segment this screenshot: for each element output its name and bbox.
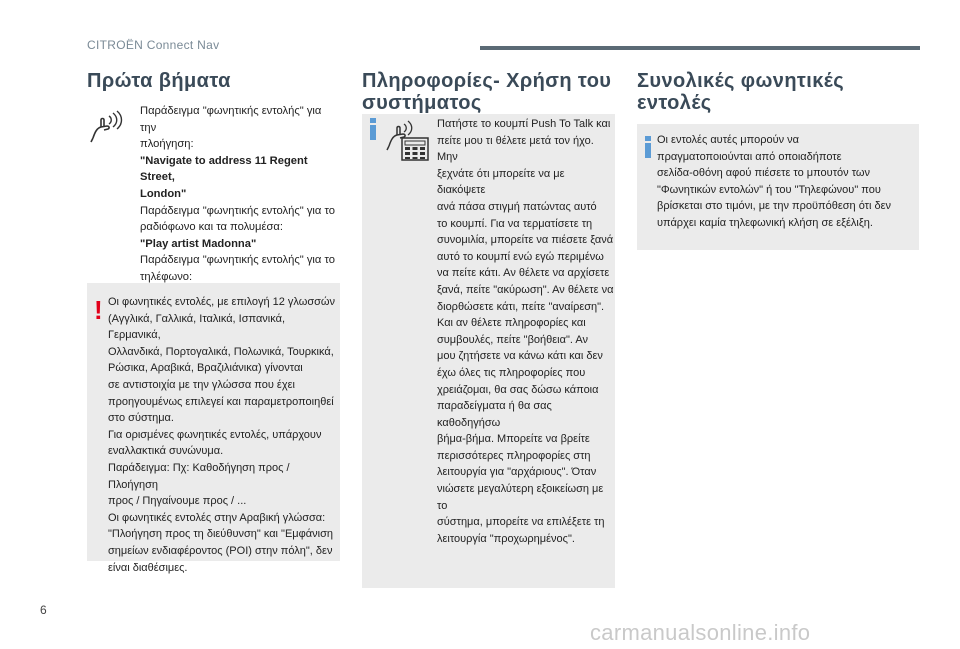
info-line: Και αν θέλετε πληροφορίες και	[437, 317, 586, 330]
info-line: μου ζητήσετε να κάνω κάτι και δεν	[437, 350, 603, 363]
example-line: ραδιόφωνο και τα πολυμέσα:	[140, 221, 283, 234]
info-line: ξανά, πείτε "ακύρωση". Αν θέλετε να	[437, 283, 614, 296]
alert-line: σημείων ενδιαφέροντος (POI) στην πόλη", δεν	[108, 544, 333, 557]
alert-line: είναι διαθέσιμες.	[108, 561, 188, 574]
global-line: υπάρχει καμία τηλεφωνική κλήση σε εξέλιξη.	[657, 216, 873, 229]
header-rule	[480, 46, 920, 50]
example-line: Παράδειγμα "φωνητικής εντολής" για την	[140, 105, 322, 134]
alert-line: Παράδειγμα: Πχ: Καθοδήγηση προς / Πλοήγηση	[108, 461, 290, 491]
info-icon	[645, 136, 651, 158]
global-line: σελίδα-οθόνη αφού πιέσετε το μπουτόν των	[657, 167, 870, 180]
info-line: συνομιλία, μπορείτε να πιέσετε ξανά	[437, 234, 614, 247]
title-line: Πληροφορίες- Χρήση του	[362, 70, 612, 92]
alert-line: προηγουμένως επιλεγεί και παραμετροποιηθεί	[108, 395, 334, 408]
phone-keypad-hand-icon	[386, 116, 432, 162]
alert-line: στο σύστημα.	[108, 412, 174, 425]
alert-line: προς / Πηγαίνουμε προς / ...	[108, 495, 247, 508]
example-command: "Play artist Madonna"	[140, 237, 257, 250]
info-line: συμβουλές, πείτε "βοήθεια". Αν	[437, 333, 589, 346]
example-line: πλοήγηση:	[140, 138, 194, 151]
alert-line: "Πλοήγηση προς τη διεύθυνση" και "Εμφάνιση	[108, 528, 333, 541]
alert-icon: !	[94, 295, 103, 325]
info-line: σύστημα, μπορείτε να επιλέξετε τη	[437, 516, 605, 529]
title-line: Συνολικές φωνητικές	[637, 70, 844, 92]
section-title-first-steps: Πρώτα βήματα	[87, 70, 231, 92]
section-title-global-commands	[637, 70, 844, 114]
info-line: περισσότερες πληροφορίες στη	[437, 449, 591, 462]
document-header-title: CITROËN Connect Nav	[87, 38, 220, 52]
alert-line: Ολλανδικά, Πορτογαλικά, Πολωνικά, Τουρκικά,	[108, 345, 334, 358]
alert-text	[108, 294, 340, 576]
info-line: Πατήστε το κουμπί Push To Talk και	[437, 118, 611, 130]
voice-command-hand-icon	[89, 110, 127, 144]
title-line: εντολές	[637, 92, 712, 114]
alert-line: Για ορισμένες φωνητικές εντολές, υπάρχουν	[108, 428, 322, 441]
alert-line: Οι φωνητικές εντολές στην Αραβική γλώσσα:	[108, 511, 326, 524]
title-line: συστήματος	[362, 92, 482, 114]
info-line: λειτουργία για "αρχάριους". Όταν	[437, 466, 597, 479]
section-title-system-info	[362, 70, 611, 114]
alert-line: (Αγγλικά, Γαλλικά, Ιταλικά, Ισπανικά, Γερμανικά,	[108, 312, 286, 342]
info-icon	[370, 118, 376, 140]
example-command: "Navigate to address 11 Regent Street,	[140, 154, 308, 184]
example-command: London"	[140, 187, 187, 200]
info-line: παραδείγματα ή θα σας καθοδηγήσω	[437, 400, 552, 429]
alert-line: εναλλακτικά συνώνυμα.	[108, 445, 224, 458]
system-info-text	[437, 116, 615, 547]
page-number: 6	[40, 603, 47, 617]
global-commands-text	[657, 132, 917, 232]
info-line: έχω όλες τις πληροφορίες που	[437, 366, 586, 379]
global-line: πραγματοποιούνται από οποιαδήποτε	[657, 150, 842, 163]
alert-line: Οι φωνητικές εντολές, με επιλογή 12 γλωσσών	[108, 296, 336, 308]
watermark: carmanualsonline.info	[590, 620, 811, 645]
info-line: ανά πάσα στιγμή πατώντας αυτό	[437, 200, 597, 213]
global-line: βρίσκεται στο τιμόνι, με την προϋπόθεση ότι δεν	[657, 200, 892, 213]
info-line: πείτε μου τι θέλετε μετά τον ήχο. Μην	[437, 134, 594, 164]
global-line: Οι εντολές αυτές μπορούν να	[657, 134, 799, 146]
info-line: ξεχνάτε ότι μπορείτε να με διακόψετε	[437, 167, 565, 197]
info-line: βήμα-βήμα. Μπορείτε να βρείτε	[437, 433, 590, 446]
voice-command-examples	[140, 103, 340, 302]
info-line: το κουμπί. Για να τερματίσετε τη	[437, 217, 593, 230]
info-line: διορθώσετε κάτι, πείτε "αναίρεση".	[437, 300, 605, 313]
alert-line: σε αντιστοιχία με την γλώσσα που έχει	[108, 378, 295, 391]
global-line: "Φωνητικών εντολών" ή του "Τηλεφώνου" που	[657, 183, 881, 196]
info-line: να πείτε κάτι. Αν θέλετε να αρχίσετε	[437, 267, 610, 280]
info-line: λειτουργία "προχωρημένος".	[437, 532, 575, 545]
example-line: τηλέφωνο:	[140, 270, 193, 283]
info-line: χρειάζομαι, θα σας δώσω κάποια	[437, 383, 599, 396]
info-line: αυτό το κουμπί ενώ εγώ περιμένω	[437, 250, 604, 263]
alert-line: Ρώσικα, Αραβικά, Βραζιλιάνικα) γίνονται	[108, 362, 303, 375]
example-line: Παράδειγμα "φωνητικής εντολής" για το	[140, 204, 335, 217]
info-line: νιώσετε μεγαλύτερη εξοικείωση με το	[437, 483, 604, 512]
example-line: Παράδειγμα "φωνητικής εντολής" για το	[140, 254, 335, 267]
